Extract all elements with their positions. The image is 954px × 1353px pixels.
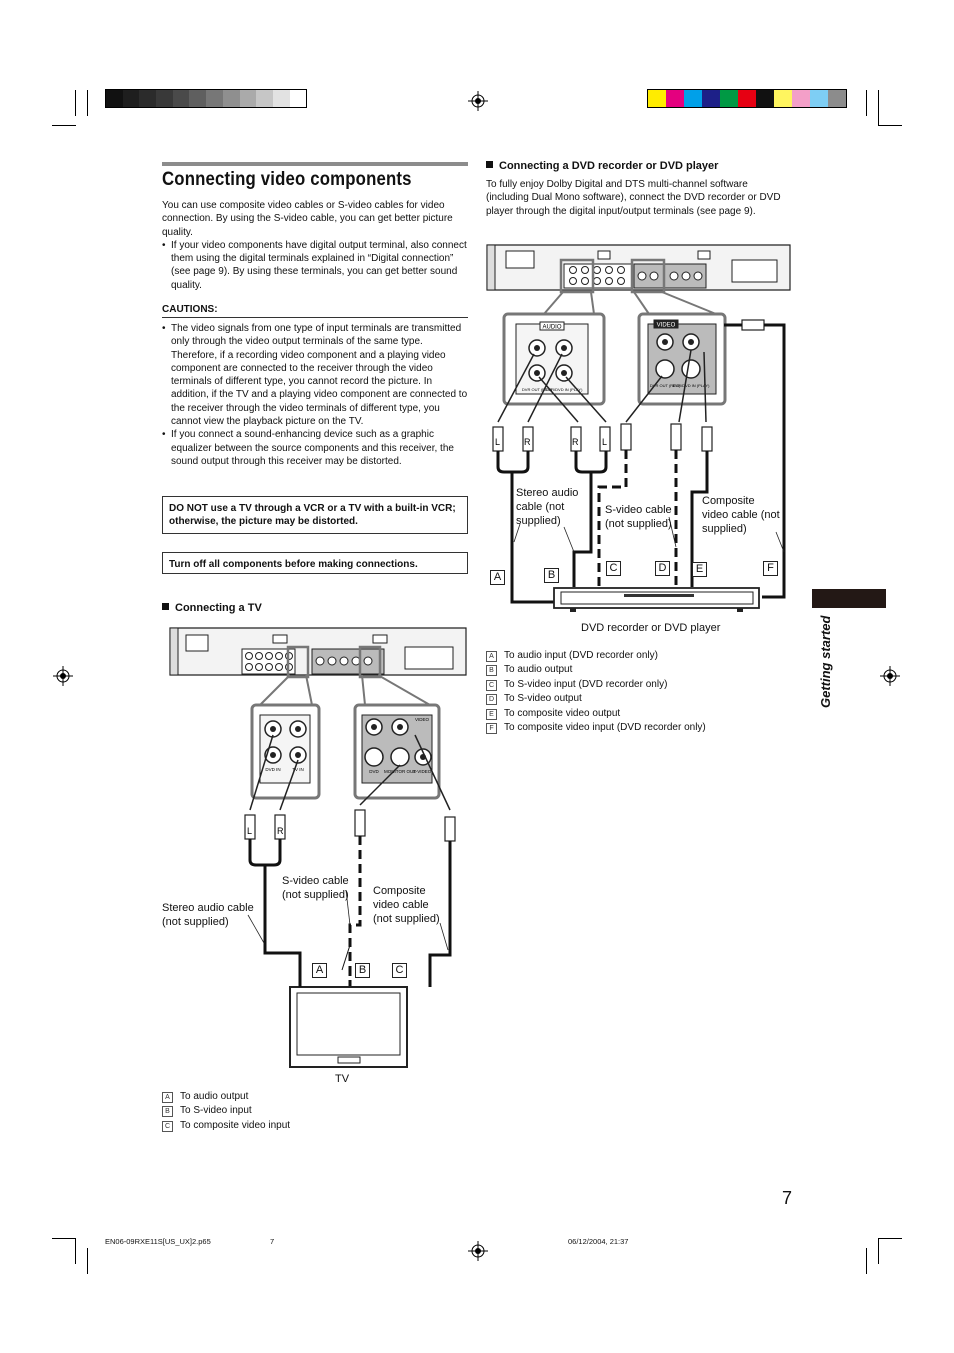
jack-label-dvr-in-audio: DVR/DVD IN (PLAY) xyxy=(545,387,583,392)
crop-mark-top-left xyxy=(52,90,76,126)
dvd-letter-b: B xyxy=(544,568,559,583)
legend-item: C To S-video input (DVD recorder only) xyxy=(486,678,706,692)
dvd-letter-c: C xyxy=(606,561,621,576)
legend-item: D To S-video output xyxy=(486,692,706,706)
color-swatch xyxy=(828,90,846,107)
cautions-heading: CAUTIONS: xyxy=(162,304,218,315)
color-swatch xyxy=(173,90,190,107)
panel-label-video: VIDEO xyxy=(656,322,676,329)
tv-legend xyxy=(162,1090,290,1133)
color-swatch xyxy=(774,90,792,107)
dvd-connection-diagram xyxy=(484,242,794,614)
footer-page: 7 xyxy=(270,1237,275,1246)
tv-section-heading xyxy=(162,602,262,614)
grey-scale-bar xyxy=(105,89,307,108)
legend-item: F To composite video input (DVD recorder only) xyxy=(486,721,706,735)
jack-label-dvd-in: DVD IN xyxy=(265,767,281,772)
legend-item: C To composite video input xyxy=(162,1119,290,1133)
jack-label-tv-in: TV IN xyxy=(292,767,304,772)
dvd-intro-paragraph: To fully enjoy Dolby Digital and DTS multi-channel software (including Dual Mono software), connect the DVD recorder or DVD player through the digital input/output terminals (see page 9). xyxy=(486,179,781,217)
color-swatch xyxy=(792,90,810,107)
color-swatch xyxy=(189,90,206,107)
dvd-stereo-cable-label: Stereo audio cable (not supplied) xyxy=(516,487,579,527)
crop-mark-top-right-3 xyxy=(878,125,902,126)
svg-text:R: R xyxy=(572,437,579,447)
color-swatch xyxy=(702,90,720,107)
registration-target-bottom xyxy=(468,1241,488,1261)
dvd-svideo-cable-label: S-video cable (not supplied) xyxy=(605,504,672,530)
svg-text:L: L xyxy=(495,437,501,447)
crop-mark-bottom-right-3 xyxy=(878,1238,879,1264)
color-swatch xyxy=(256,90,273,107)
color-swatch xyxy=(223,90,240,107)
square-bullet-icon xyxy=(486,161,493,168)
crop-mark-bottom-left-3 xyxy=(87,1248,88,1274)
registration-target-top xyxy=(468,91,488,111)
crop-mark-bottom-right-2 xyxy=(878,1238,902,1239)
legend-item: A To audio output xyxy=(162,1090,290,1104)
tv-connection-diagram xyxy=(160,625,470,1080)
tv-stereo-cable-label: Stereo audio cable (not supplied) xyxy=(162,902,254,928)
tv-device-label: TV xyxy=(335,1073,350,1085)
color-swatch xyxy=(273,90,290,107)
tv-composite-cable-label: Composite video cable (not supplied) xyxy=(373,885,440,925)
tv-svideo-cable-label: S-video cable (not supplied) xyxy=(282,875,349,901)
warning-box: DO NOT use a TV through a VCR or a TV with a built-in VCR; otherwise, the picture may be distorted. xyxy=(162,496,468,534)
jack-label-monitor-out: MONITOR OUT xyxy=(384,769,416,774)
tv-heading-text: Connecting a TV xyxy=(175,602,262,614)
crop-mark-bottom-left-2 xyxy=(75,1238,76,1264)
jack-label-s-video: S-VIDEO xyxy=(412,769,432,774)
dvd-composite-cable-label: Composite video cable (not supplied) xyxy=(702,495,780,535)
color-swatch xyxy=(240,90,257,107)
intro-bullet: • If your video components have digital output terminal, also connect them using the digital terminals explained in “Digital connection” (see page 9). By using these terminals, you can get better sound quality. xyxy=(162,239,468,292)
color-swatch xyxy=(810,90,828,107)
legend-item: B To S-video input xyxy=(162,1104,290,1118)
intro-text: You can use composite video cables or S-video cables for video connection. By using the S-video cable, you can get better picture quality. xyxy=(162,200,453,238)
jack-label-dvr-out-audio: DVR OUT (REC) xyxy=(521,387,553,392)
intro-paragraph xyxy=(162,199,468,292)
dvd-legend xyxy=(486,649,706,735)
side-tab-marker xyxy=(812,589,886,608)
color-swatch xyxy=(106,90,123,107)
registration-target-right xyxy=(880,666,900,686)
tv-letter-b: B xyxy=(355,963,370,978)
jack-label-dvr-out-video: DVR OUT (REC) xyxy=(649,383,681,388)
notice-box: Turn off all components before making connections. xyxy=(162,552,468,574)
footer-file: EN06-09RXE11S[US_UX]2.p65 xyxy=(105,1237,211,1246)
svg-text:L: L xyxy=(602,437,608,447)
cautions-list xyxy=(162,322,468,468)
footer-datetime: 06/12/2004, 21:37 xyxy=(568,1237,629,1246)
crop-mark-bottom-left xyxy=(52,1238,76,1239)
dvd-letter-d: D xyxy=(655,561,670,576)
color-swatch xyxy=(156,90,173,107)
caution-item: • The video signals from one type of input terminals are transmitted only through the video output terminals of the same type. Therefore, if a recording video component and a playing video component are connected to the receiver through the video terminals of different type, you cannot record the picture. In addition, if the TV and a playing video component are connected to the receiver through the video terminals of different type, you cannot view the playback picture on the TV. xyxy=(162,322,468,428)
color-swatch xyxy=(123,90,140,107)
panel-label-audio: AUDIO xyxy=(542,324,562,331)
color-swatch xyxy=(756,90,774,107)
legend-item: B To audio output xyxy=(486,663,706,677)
color-swatch xyxy=(720,90,738,107)
legend-item: A To audio input (DVD recorder only) xyxy=(486,649,706,663)
svg-text:L: L xyxy=(247,826,253,836)
registration-target-left xyxy=(53,666,73,686)
page-number: 7 xyxy=(782,1188,793,1208)
color-bar xyxy=(647,89,847,108)
color-swatch xyxy=(666,90,684,107)
color-swatch xyxy=(139,90,156,107)
crop-mark-bottom-right xyxy=(866,1248,867,1274)
color-swatch xyxy=(684,90,702,107)
dvd-letter-a: A xyxy=(490,570,505,585)
jack-label-dvr-in-video: DVR/DVD IN (PLAY) xyxy=(672,383,710,388)
svg-text:R: R xyxy=(277,826,284,836)
color-swatch xyxy=(648,90,666,107)
dvd-letter-f: F xyxy=(763,561,778,576)
color-swatch xyxy=(290,90,307,107)
dvd-heading-text: Connecting a DVD recorder or DVD player xyxy=(499,160,719,172)
tv-letter-c: C xyxy=(392,963,407,978)
dvd-letter-e: E xyxy=(692,562,707,577)
cautions-rule xyxy=(162,317,468,318)
svg-text:R: R xyxy=(524,437,531,447)
jack-label-video: VIDEO xyxy=(415,717,430,722)
dvd-section-heading xyxy=(486,160,718,172)
crop-mark-top-right-2 xyxy=(878,90,879,126)
side-tab-label: Getting started xyxy=(818,615,833,708)
legend-item: E To composite video output xyxy=(486,707,706,721)
square-bullet-icon xyxy=(162,603,169,610)
crop-mark-top-right xyxy=(866,90,867,116)
left-section-rule xyxy=(162,162,468,166)
page-title: Connecting video components xyxy=(162,168,412,190)
crop-mark-top-left-2 xyxy=(87,90,88,116)
caution-item: • If you connect a sound-enhancing device such as a graphic equalizer between the source components and this receiver, the sound output through this receiver may be distorted. xyxy=(162,428,468,468)
color-swatch xyxy=(206,90,223,107)
dvd-device-label: DVD recorder or DVD player xyxy=(581,622,721,634)
tv-letter-a: A xyxy=(312,963,327,978)
jack-label-dvd: DVD xyxy=(369,769,379,774)
color-swatch xyxy=(738,90,756,107)
